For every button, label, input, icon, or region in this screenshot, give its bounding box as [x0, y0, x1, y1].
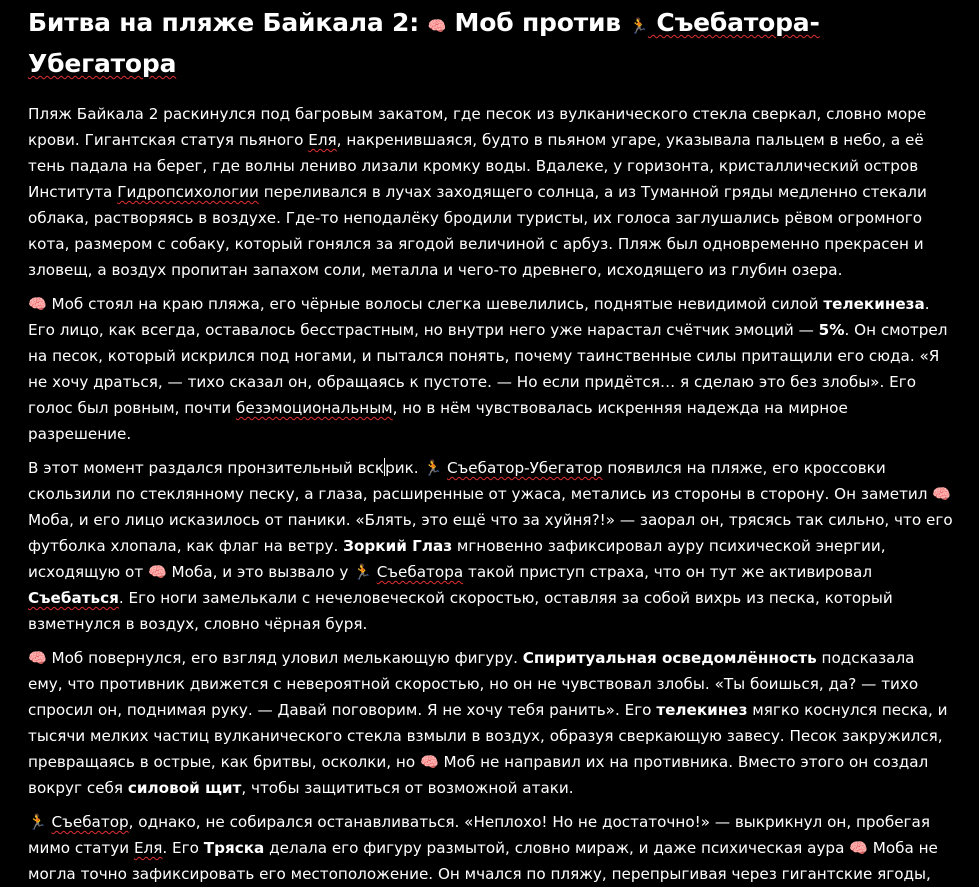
spellcheck-word: безэмоциональным — [236, 399, 393, 417]
runner-icon: 🏃 — [353, 563, 372, 581]
paragraph-5: 🏃 Съебатор, однако, не собирался останавливаться. «Неплохо! Но не достаточно!» — выкрикнул он, пробегая мимо статуи Еля. Его Тряска делала его фигуру размытой, словно мираж, и даже психическая аура 🧠 Моба не могла точно зафиксировать его местоположение. Он мчался по пляжу, перепрыгивая через гигантские ягоды, — [28, 813, 938, 883]
brain-icon: 🧠 — [148, 563, 167, 581]
article-body[interactable] — [28, 101, 953, 887]
spellcheck-word: Гидропсихологии — [117, 183, 259, 201]
spellcheck-word: Съебатора — [376, 563, 464, 581]
spellcheck-word: Убегатора — [28, 49, 177, 78]
brain-icon: 🧠 — [28, 295, 47, 313]
spellcheck-word: Съебатора- — [647, 8, 820, 37]
page-title: Битва на пляже Байкала 2: 🧠 Моб против 🏃 Съебатора- Убегатора — [28, 8, 820, 78]
spellcheck-word: Еля — [308, 131, 337, 149]
brain-icon: 🧠 — [419, 753, 439, 771]
spellcheck-word: Съебатор — [51, 813, 129, 831]
runner-icon: 🏃 — [629, 17, 648, 35]
spellcheck-word: Еля — [133, 839, 163, 857]
runner-icon: 🏃 — [423, 459, 443, 477]
paragraph-2: 🧠 Моб стоял на краю пляжа, его чёрные волосы слегка шевелились, поднятые невидимой силой телекинеза. Его лицо, как всегда, оставалось бесстрастным, но внутри него уже нарастал счётчик эмоций — 5%. Он смотрел на песок, который искрился под ногами, и пытался понять, почему таинственные силы притащили его сюда. «Я не хочу драться, — тихо сказал он, обращаясь к пустоте. — Но если придётся… я сделаю это без злобы». Его голос был ровным, почти безэмоциональным, но в нём чувствовалась искренняя надежда на мирное разрешение. — [28, 295, 948, 443]
document-page — [28, 0, 953, 887]
runner-icon: 🏃 — [28, 813, 47, 831]
spellcheck-word: Съебаться — [28, 589, 119, 607]
brain-icon: 🧠 — [849, 839, 868, 857]
brain-icon: 🧠 — [427, 17, 447, 35]
brain-icon: 🧠 — [28, 649, 47, 667]
brain-icon: 🧠 — [932, 485, 952, 503]
paragraph-1: Пляж Байкала 2 раскинулся под багровым закатом, где песок из вулканического стекла сверкал, словно море крови. Гигантская статуя пьяного Еля, накренившаяся, будто в пьяном угаре, указывала пальцем в небо, а её тень падала на берег, где волны лениво лизали кромку воды. Вдалеке, у горизонта, кристаллический остров Института Гидропсихологии переливался в лучах заходящего солнца, а из Туманной гряды медленно стекали облака, растворяясь в воздухе. Где-то неподалёку бродили туристы, их голоса заглушались рёвом огромного кота, размером с собаку, который гонялся за ягодой величиной с арбуз. Пляж был одновременно прекрасен и зловещ, а воздух пропитан запахом соли, металла и чего-то древнего, исходящего из глубин озера. — [28, 105, 927, 279]
paragraph-3: В этот момент раздался пронзительный вскрик. 🏃 Съебатор-Убегатор появился на пляже, его кроссовки скользили по стеклянному песку, а глаза, расширенные от ужаса, метались из стороны в сторону. Он заметил 🧠 Моба, и его лицо исказилось от паники. «Блять, это ещё что за хуйня?!» — заорал он, трясясь так сильно, что его футболка хлопала, как флаг на ветру. Зоркий Глаз мгновенно зафиксировал ауру психической энергии, исходящую от 🧠 Моба, и это вызвало у 🏃 Съебатора такой приступ страха, что он тут же активировал Съебаться. Его ноги замелькали с нечеловеческой скоростью, оставляя за собой вихрь из песка, который взметнулся в воздух, словно чёрная буря. — [28, 459, 953, 633]
paragraph-4: 🧠 Моб повернулся, его взгляд уловил мелькающую фигуру. Спиритуальная осведомлённость подсказала ему, что противник движется с невероятной скоростью, но он не чувствовал злобы. «Ты боишься, да? — тихо спросил он, поднимая руку. — Давай поговорим. Я не хочу тебя ранить». Его телекинез мягко коснулся песка, и тысячи мелких частиц вулканического стекла взмыли в воздух, образуя сверкающую завесу. Песок закружился, превращаясь в острые, как бритвы, осколки, но 🧠 Моб не направил их на противника. Вместо этого он создал вокруг себя силовой щит, чтобы защититься от возможной атаки. — [28, 649, 948, 797]
spellcheck-word: Съебатор-Убегатор — [446, 459, 603, 477]
